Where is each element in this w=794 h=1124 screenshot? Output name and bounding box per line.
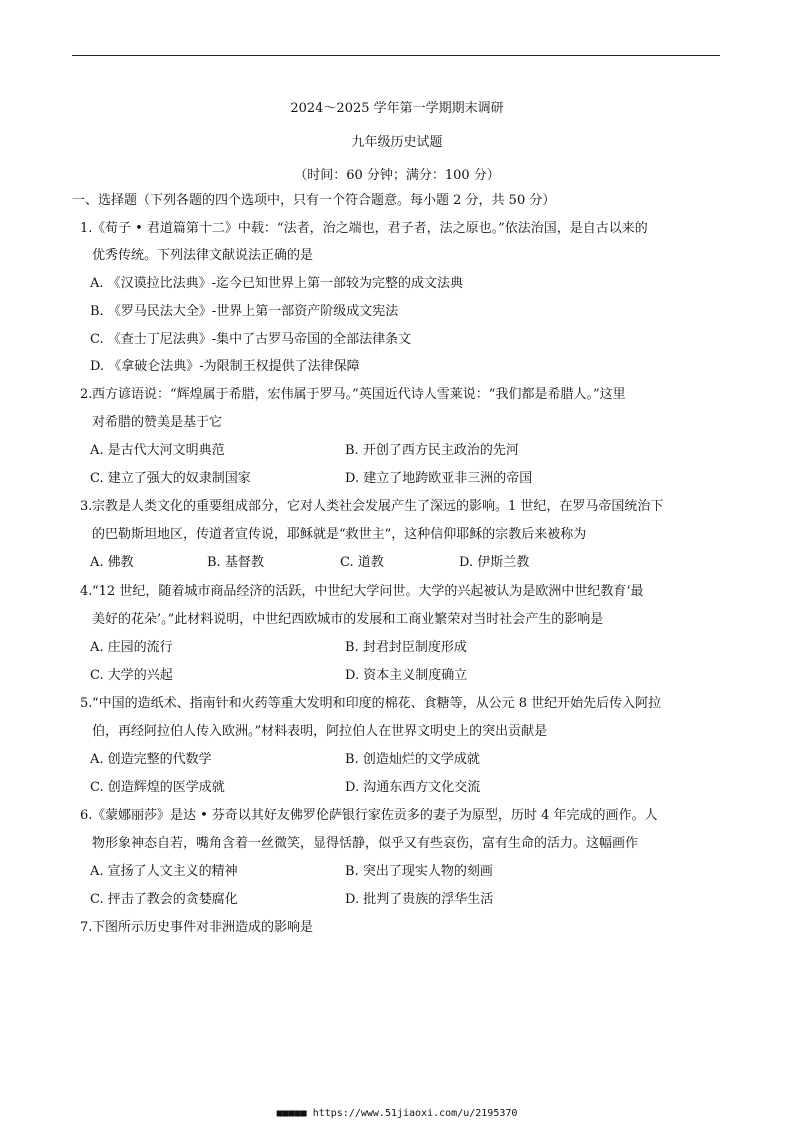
- option-d: D. 资本主义制度确立: [345, 668, 468, 683]
- question-4: [80, 584, 643, 600]
- question-text-cont: 美好的花朵’。”此材料说明，中世纪西欧城市的发展和工商业繁荣对当时社会产生的影响是: [92, 612, 604, 627]
- option-c: C. 《查士丁尼法典》-集中了古罗马帝国的全部法律条文: [90, 332, 412, 347]
- question-6: [80, 808, 657, 824]
- question-text-cont: 的巴勒斯坦地区，传道者宣传说，耶稣就是“救世主”，这种信仰耶稣的宗教后来被称为: [92, 527, 587, 542]
- question-text-cont: 优秀传统。下列法律文献说法正确的是: [92, 248, 314, 263]
- question-number: 5.: [80, 696, 93, 711]
- option-c: C. 建立了强大的奴隶制国家: [90, 471, 251, 486]
- option-b: B. 基督教: [207, 555, 264, 570]
- exam-title: 2024～2025 学年第一学期期末调研: [290, 101, 504, 116]
- question-text: 《荀子 • 君道篇第十二》中载：“法者，治之端也，君子者，法之原也。”依法治国，是自古以来的: [92, 221, 648, 236]
- option-a: A. 佛教: [90, 555, 134, 570]
- question-number: 1.: [80, 221, 93, 236]
- option-a: A. 《汉谟拉比法典》-迄今已知世界上第一部较为完整的成文法典: [90, 276, 464, 291]
- option-c: C. 抨击了教会的贪婪腐化: [90, 892, 238, 907]
- question-text-cont: 物形象神态自若，嘴角含着一丝微笑，显得恬静，似乎又有些哀伤，富有生命的活力。这幅画作: [92, 836, 639, 851]
- header-rule: [72, 55, 720, 56]
- question-text: “12 世纪，随着城市商品经济的活跃，中世纪大学问世。大学的兴起被认为是欧洲中世纪教育‘最: [92, 584, 644, 599]
- question-number: 3.: [80, 499, 93, 514]
- option-c: C. 道教: [340, 555, 384, 570]
- option-d: D. 批判了贵族的浮华生活: [345, 892, 494, 907]
- question-text-cont: 对希腊的赞美是基于它: [92, 415, 223, 430]
- question-number: 4.: [80, 584, 93, 599]
- section-heading: 一、选择题（下列各题的四个选项中，只有一个符合题意。每小题 2 分，共 50 分）: [72, 193, 556, 208]
- option-b: B. 创造灿烂的文学成就: [345, 752, 480, 767]
- question-2: [80, 387, 626, 403]
- exam-info: （时间：60 分钟；满分：100 分）: [294, 168, 500, 183]
- question-3: [80, 499, 663, 515]
- option-d: D. 《拿破仑法典》-为限制王权提供了法律保障: [90, 359, 360, 374]
- question-number: 6.: [80, 808, 93, 823]
- question-text: 宗教是人类文化的重要组成部分，它对人类社会发展产生了深远的影响。1 世纪，在罗马帝国统治下: [92, 499, 664, 514]
- question-text: 《蒙娜丽莎》是达 • 芬奇以其好友佛罗伦萨银行家佐贡多的妻子为原型，历时 4 年完成的画作。人: [92, 808, 658, 823]
- option-a: A. 是古代大河文明典范: [90, 443, 225, 458]
- question-7: [80, 920, 313, 936]
- question-1: [80, 221, 648, 237]
- question-5: [80, 696, 661, 712]
- question-number: 2.: [80, 387, 93, 402]
- exam-subject: 九年级历史试题: [351, 135, 443, 150]
- option-b: B. 封君封臣制度形成: [345, 640, 467, 655]
- option-d: D. 沟通东西方文化交流: [345, 780, 481, 795]
- question-text: 下图所示历史事件对非洲造成的影响是: [92, 920, 314, 935]
- option-b: B. 开创了西方民主政治的先河: [345, 443, 519, 458]
- option-a: A. 庄园的流行: [90, 640, 173, 655]
- option-b: B. 《罗马民法大全》-世界上第一部资产阶级成文宪法: [90, 304, 399, 319]
- footer-watermark-url[interactable]: ■■■■■ https://www.51jiaoxi.com/u/2195370: [276, 1108, 518, 1119]
- question-text: “中国的造纸术、指南针和火药等重大发明和印度的棉花、食糖等，从公元 8 世纪开始先后传入阿拉: [92, 696, 662, 711]
- option-a: A. 宣扬了人文主义的精神: [90, 864, 238, 879]
- option-a: A. 创造完整的代数学: [90, 752, 212, 767]
- option-d: D. 建立了地跨欧亚非三洲的帝国: [345, 471, 533, 486]
- question-number: 7.: [80, 920, 93, 935]
- question-text-cont: 伯，再经阿拉伯人传入欧洲。”材料表明，阿拉伯人在世界文明史上的突出贡献是: [92, 724, 548, 739]
- question-text: 西方谚语说：“辉煌属于希腊，宏伟属于罗马。”英国近代诗人雪莱说：“我们都是希腊人。”这里: [92, 387, 626, 402]
- option-c: C. 创造辉煌的医学成就: [90, 780, 225, 795]
- option-c: C. 大学的兴起: [90, 668, 173, 683]
- option-b: B. 突出了现实人物的刻画: [345, 864, 493, 879]
- option-d: D. 伊斯兰教: [459, 555, 530, 570]
